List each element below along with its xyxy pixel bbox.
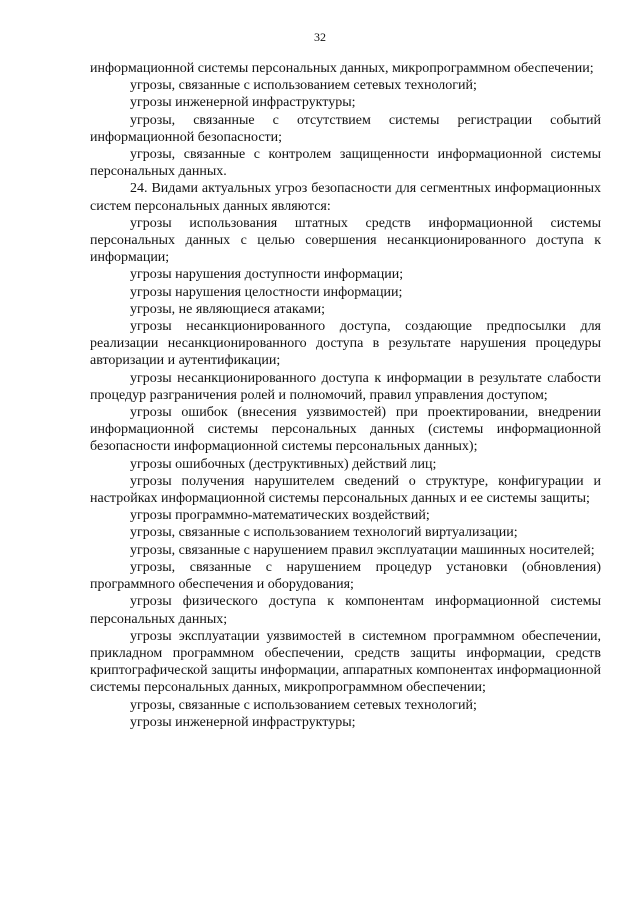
document-body xyxy=(90,60,601,731)
paragraph: угрозы несанкционированного доступа к информации в результате слабости процедур разграничения ролей и полномочий, правил управления доступом; xyxy=(90,370,601,403)
section-heading-paragraph: 24. Видами актуальных угроз безопасности для сегментных информационных систем персональных данных являются: xyxy=(90,181,601,214)
paragraph: угрозы программно-математических воздействий; xyxy=(130,508,430,524)
paragraph: угрозы инженерной инфраструктуры; xyxy=(130,95,356,111)
paragraph: угрозы инженерной инфраструктуры; xyxy=(130,714,356,730)
paragraph: угрозы, связанные с использованием сетевых технологий; xyxy=(130,697,477,713)
paragraph: угрозы использования штатных средств информационной системы персональных данных с целью совершения несанкционированного доступа к информации; xyxy=(90,215,601,266)
paragraph: угрозы эксплуатации уязвимостей в системном программном обеспечении, прикладном программном обеспечении, средств защиты информации, средств криптографической защиты информации, аппаратных компонентах информационной системы персональных данных, микропрограммном обеспечении; xyxy=(90,628,601,696)
paragraph: информационной системы персональных данных, микропрограммном обеспечении; xyxy=(90,61,594,76)
paragraph: угрозы, связанные с нарушением правил эксплуатации машинных носителей; xyxy=(130,542,595,558)
paragraph: угрозы физического доступа к компонентам информационной системы персональных данных; xyxy=(90,594,601,627)
paragraph: угрозы, связанные с отсутствием системы регистрации событий информационной безопасности; xyxy=(90,112,601,145)
paragraph: угрозы, связанные с контролем защищенности информационной системы персональных данных. xyxy=(90,147,601,180)
paragraph: угрозы несанкционированного доступа, создающие предпосылки для реализации несанкционированного доступа в результате нарушения процедуры авторизации и аутентификации; xyxy=(90,319,601,369)
paragraph: угрозы, связанные с нарушением процедур установки (обновления) программного обеспечения и оборудования; xyxy=(90,559,601,593)
paragraph: угрозы, связанные с использованием технологий виртуализации; xyxy=(130,525,518,541)
paragraph: угрозы, не являющиеся атаками; xyxy=(130,301,326,317)
paragraph: угрозы нарушения доступности информации; xyxy=(130,267,404,283)
paragraph: угрозы, связанные с использованием сетевых технологий; xyxy=(130,78,477,94)
page-number: 32 xyxy=(314,30,326,44)
paragraph: угрозы ошибочных (деструктивных) действий лиц; xyxy=(130,456,437,472)
paragraph: угрозы нарушения целостности информации; xyxy=(130,284,403,300)
paragraph: угрозы ошибок (внесения уязвимостей) при проектировании, внедрении информационной системы персональных данных (системы информационной безопасности информационной системы персональных данных); xyxy=(90,405,601,455)
paragraph: угрозы получения нарушителем сведений о структуре, конфигурации и настройках информационной системы персональных данных и ее системы защиты; xyxy=(90,473,601,507)
